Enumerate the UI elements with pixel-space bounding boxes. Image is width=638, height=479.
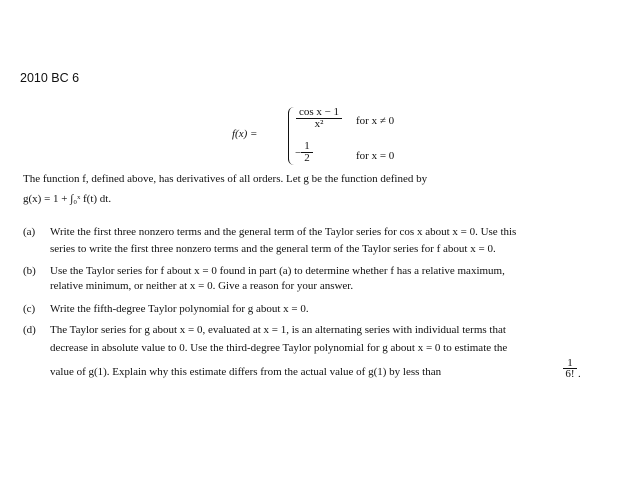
part-a-line-1: Write the first three nonzero terms and the general term of the Taylor series for cos x about x = 0. Use this (50, 226, 517, 238)
fraction-denominator: 6! (563, 368, 577, 379)
case1-denominator: x² (296, 118, 342, 130)
part-a-line-2: series to write the first three nonzero terms and the general term of the Taylor series for f about x = 0. (50, 243, 496, 255)
part-a-label: (a) (23, 226, 36, 238)
case2-minus: − (295, 147, 302, 159)
case2-condition: for x = 0 (356, 150, 395, 162)
piecewise-brace (288, 107, 295, 165)
case2-denominator: 2 (301, 152, 313, 164)
part-c-line-1: Write the fifth-degree Taylor polynomial for g about x = 0. (50, 303, 309, 315)
piecewise-definition (232, 105, 432, 169)
case2-numerator: 1 (304, 140, 310, 152)
part-d-label: (d) (23, 324, 36, 336)
function-lhs: f(x) = (232, 128, 258, 140)
part-c-label: (c) (23, 303, 36, 315)
case1-condition: for x ≠ 0 (356, 115, 395, 127)
g-definition: g(x) = 1 + ∫₀ˣ f(t) dt. (23, 193, 112, 205)
part-d-line-3: value of g(1). Explain why this estimate differs from the actual value of g(1) by less than (50, 366, 442, 378)
part-d-line-2: decrease in absolute value to 0. Use the third-degree Taylor polynomial for g about x = 0 to estimate the (50, 342, 508, 354)
case2-fraction (301, 141, 313, 164)
part-b-line-2: relative minimum, or neither at x = 0. Give a reason for your answer. (50, 280, 354, 292)
case1-numerator: cos x − 1 (298, 106, 340, 118)
part-b-line-1: Use the Taylor series for f about x = 0 found in part (a) to determine whether f has a relative maximum, (50, 265, 505, 277)
fraction-numerator: 1 (567, 357, 573, 369)
part-b-label: (b) (23, 265, 36, 277)
part-d-line-1: The Taylor series for g about x = 0, evaluated at x = 1, is an alternating series with individual terms that (50, 324, 506, 336)
case1-fraction (296, 107, 342, 130)
problem-heading: 2010 BC 6 (20, 71, 80, 85)
one-over-six-factorial (563, 358, 577, 379)
intro-line: The function f, defined above, has derivatives of all orders. Let g be the function defined by (23, 173, 428, 185)
part-d-end-punct: . (578, 368, 581, 380)
